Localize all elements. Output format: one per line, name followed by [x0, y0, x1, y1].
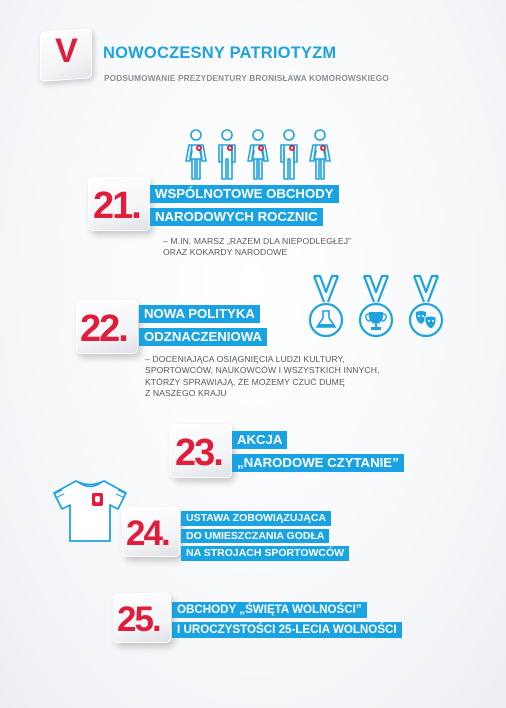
item-22-label-line-1: NOWA POLITYKA	[139, 305, 260, 323]
item-21-number: 21.	[93, 185, 140, 227]
item-25-label	[172, 602, 402, 638]
item-21-label	[150, 185, 339, 226]
medals-icon	[306, 272, 456, 348]
page-title: NOWOCZESNY PATRIOTYZM	[103, 44, 337, 62]
item-23-label-line-1: AKCJA	[232, 431, 287, 449]
item-23-label-line-2: „NARODOWE CZYTANIE”	[232, 454, 404, 472]
item-25-number: 25.	[117, 600, 160, 639]
item-23-label	[232, 431, 404, 472]
item-25-label-line-1: OBCHODY „ŚWIĘTA WOLNOŚCI”	[172, 602, 367, 618]
item-22-desc-line: SPORTOWCÓW, NAUKOWCÓW I WSZYSTKICH INNYCH,	[145, 365, 380, 376]
item-23-number: 23.	[175, 432, 222, 474]
item-22-desc-line: KTÓRZY SPRAWIAJĄ, ŻE MOŻEMY CZUĆ DUMĘ	[145, 376, 345, 387]
people-with-cockades-icon	[180, 128, 340, 186]
item-24-label-line-2: DO UMIESZCZANIA GODŁA	[181, 529, 329, 544]
item-21-label-line-1: WSPÓLNOTOWE OBCHODY	[150, 185, 339, 203]
item-24-number: 24.	[126, 514, 169, 553]
item-22-description	[145, 354, 380, 399]
item-25-label-line-2: I UROCZYSTOŚCI 25-LECIA WOLNOŚCI	[172, 622, 402, 638]
page-subtitle: PODSUMOWANIE PREZYDENTURY BRONISŁAWA KOMOROWSKIEGO	[104, 74, 389, 83]
item-24-label-line-1: USTAWA ZOBOWIĄZUJĄCA	[181, 511, 331, 526]
item-21-description	[163, 236, 351, 259]
item-24-label-line-3: NA STROJACH SPORTOWCÓW	[181, 546, 349, 561]
item-21-label-line-2: NARODOWYCH ROCZNIC	[150, 208, 323, 226]
roman-numeral: V	[55, 32, 77, 70]
item-22-label	[139, 305, 267, 346]
item-22-desc-line: Z NASZEGO KRAJU	[145, 388, 227, 399]
item-21-desc-line: – M.IN. MARSZ „RAZEM DLA NIEPODLEGŁEJ”	[163, 236, 352, 246]
item-24-label	[181, 511, 349, 561]
item-22-label-line-2: ODZNACZENIOWA	[139, 328, 267, 346]
item-21-desc-line: ORAZ KOKARDY NARODOWE	[163, 247, 288, 258]
tshirt-with-eagle-icon	[52, 478, 128, 544]
item-22-number: 22.	[80, 308, 127, 350]
item-22-desc-line: – DOCENIAJĄCA OSIĄGNIĘCIA LUDZI KULTURY,	[145, 354, 345, 364]
